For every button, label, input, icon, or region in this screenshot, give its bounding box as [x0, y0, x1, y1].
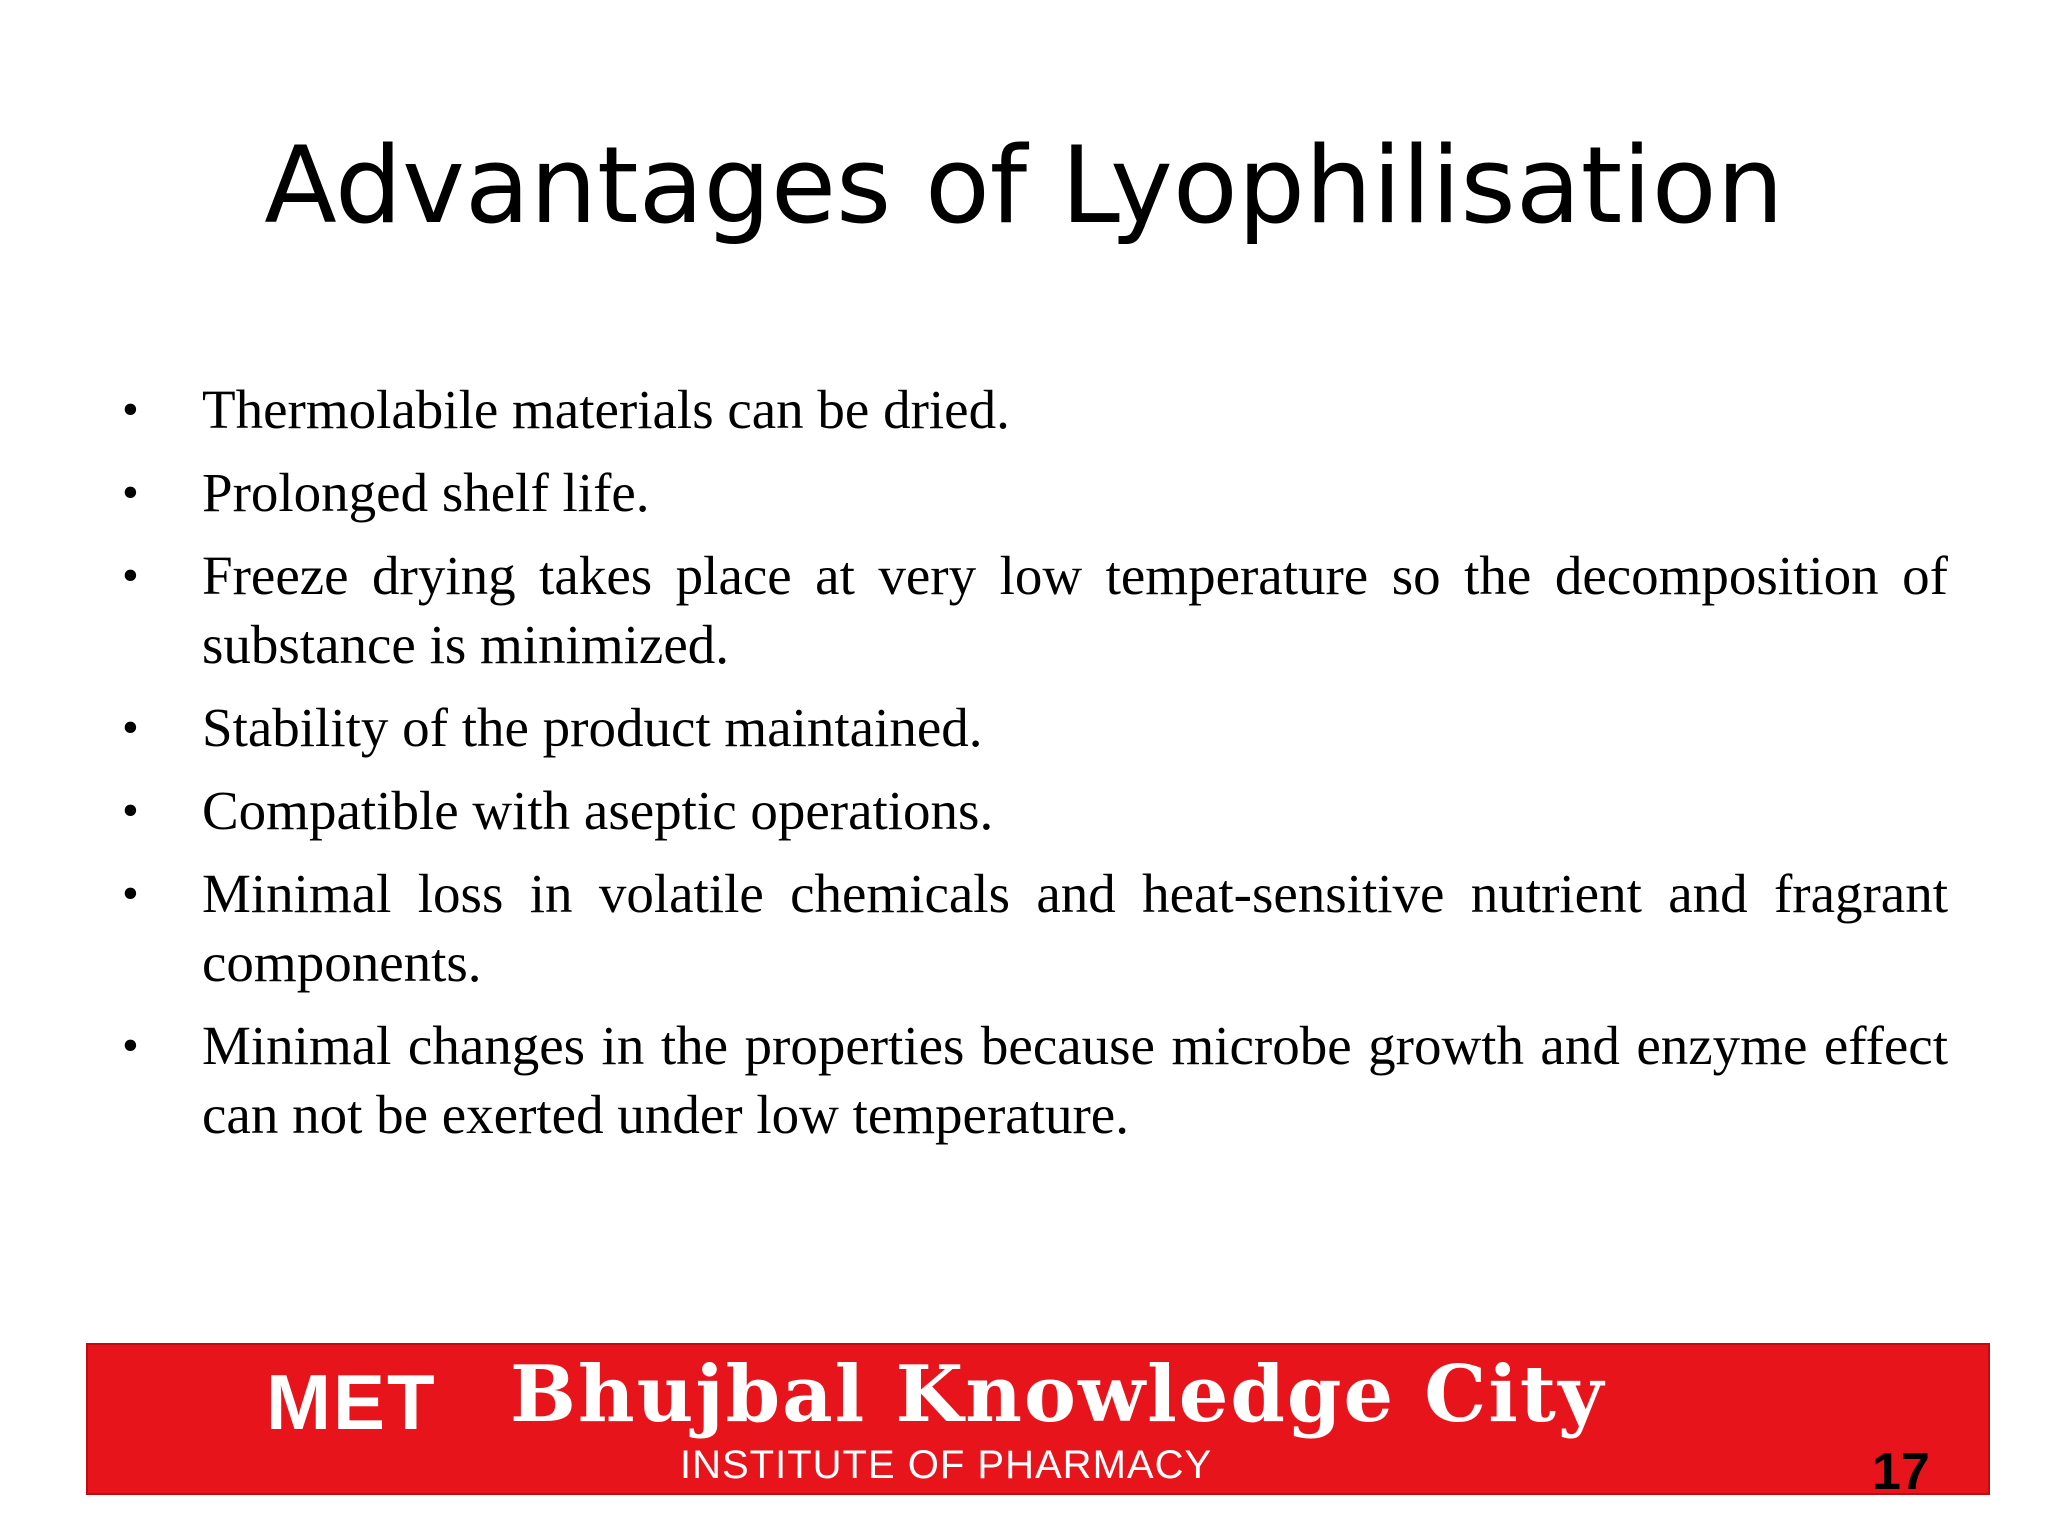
bullet-text: Thermolabile materials can be dried.	[202, 379, 1010, 440]
bullet-icon: •	[122, 383, 139, 436]
bullet-icon: •	[122, 1019, 139, 1072]
bullet-item	[118, 375, 1948, 444]
brand-name: Bhujbal Knowledge City	[510, 1349, 1606, 1440]
bullet-text: Minimal changes in the properties because microbe growth and enzyme effect can not be exerted under low temperature.	[202, 1015, 1948, 1145]
bullet-text: Minimal loss in volatile chemicals and heat-sensitive nutrient and fragrant components.	[202, 863, 1948, 993]
bullet-item	[118, 458, 1948, 527]
bullet-list	[118, 375, 1948, 1163]
bullet-text: Compatible with aseptic operations.	[202, 780, 994, 841]
slide-number: 17	[1872, 1443, 1930, 1501]
bullet-icon: •	[122, 867, 139, 920]
bullet-item	[118, 693, 1948, 762]
bullet-text: Freeze drying takes place at very low temperature so the decomposition of substance is minimized.	[202, 545, 1948, 675]
bullet-item	[118, 541, 1948, 679]
bullet-icon: •	[122, 549, 139, 602]
bullet-item	[118, 859, 1948, 997]
bullet-text: Prolonged shelf life.	[202, 462, 650, 523]
bullet-icon: •	[122, 701, 139, 754]
institute-banner	[86, 1343, 1990, 1495]
bullet-item	[118, 776, 1948, 845]
bullet-text: Stability of the product maintained.	[202, 697, 983, 758]
slide-title: Advantages of Lyophilisation	[264, 124, 1784, 247]
bullet-icon: •	[122, 466, 139, 519]
bullet-icon: •	[122, 784, 139, 837]
bullet-item	[118, 1011, 1948, 1149]
met-logo: MET	[266, 1358, 437, 1446]
institute-subtitle: INSTITUTE OF PHARMACY	[680, 1443, 1213, 1487]
